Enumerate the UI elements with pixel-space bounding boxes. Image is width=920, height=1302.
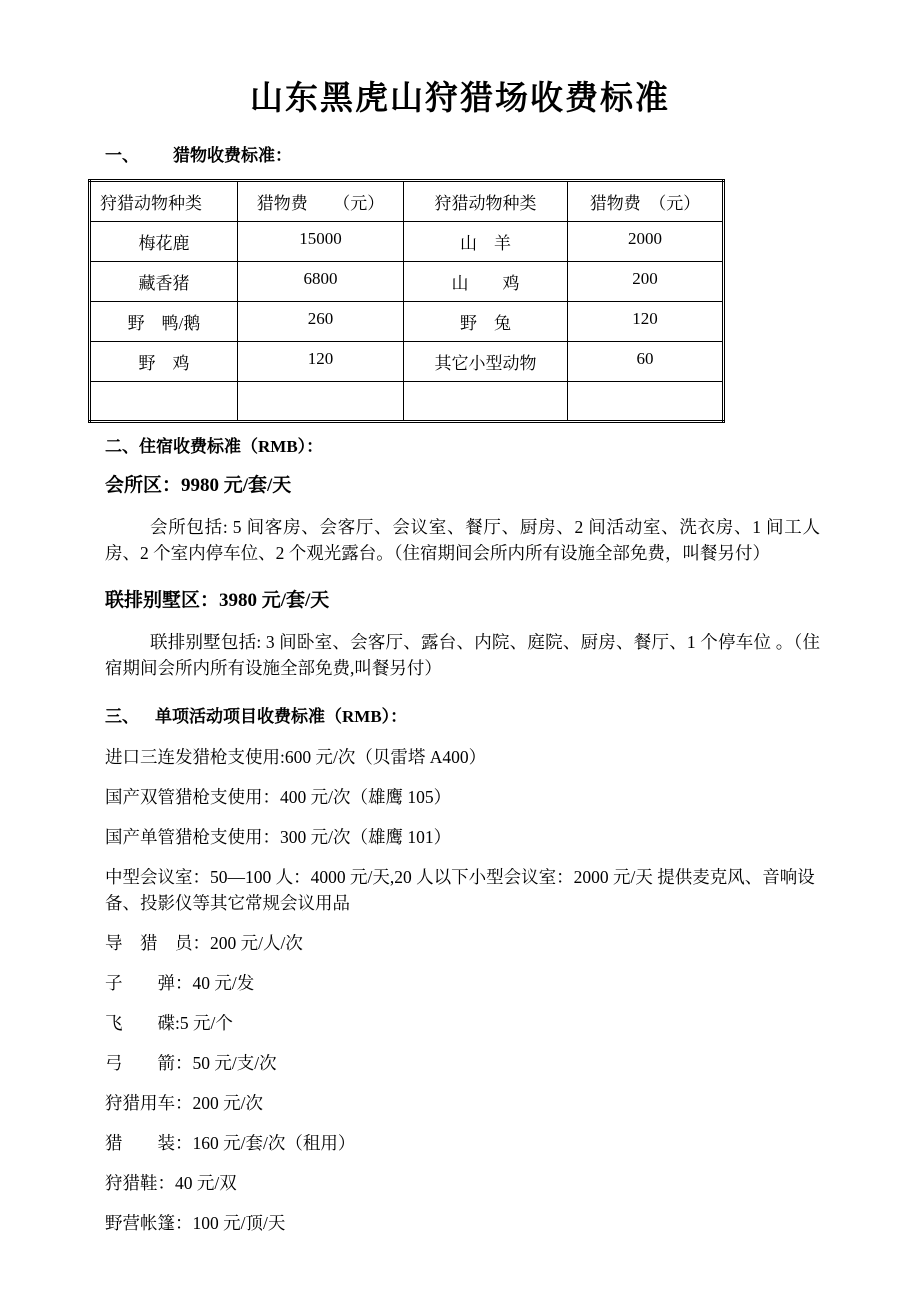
section3-heading <box>105 705 820 728</box>
table-cell: 60 <box>568 342 724 382</box>
table-cell: 6800 <box>238 262 404 302</box>
section2-heading: 二、住宿收费标准（RMB）： <box>105 437 324 456</box>
table-cell: 260 <box>238 302 404 342</box>
fee-item: 弓 箭：50 元/支/次 <box>105 1053 277 1073</box>
section1-number: 一、 <box>105 146 139 165</box>
table-row <box>90 262 724 302</box>
fee-item: 飞 碟:5 元/个 <box>105 1013 233 1033</box>
table-cell: 120 <box>238 342 404 382</box>
table-body <box>90 222 724 422</box>
fee-item: 中型会议室：50—100 人：4000 元/天,20 人以下小型会议室：2000 元/天 提供麦克风、音响设备、投影仪等其它常规会议用品 <box>105 867 815 913</box>
townhouse-description: 联排别墅包括: 3 间卧室、会客厅、露台、内院、庭院、厨房、餐厅、1 个停车位 。（住宿期间会所内所有设施全部免费,叫餐另付） <box>105 632 820 678</box>
fee-item: 导 猎 员：200 元/人/次 <box>105 933 303 953</box>
table-cell: 120 <box>568 302 724 342</box>
activity-fee-list <box>0 744 920 1236</box>
table-header-row <box>90 181 724 222</box>
table-cell: 野 鸡 <box>90 342 238 382</box>
column-header-game-fee-left: 猎物费 （元） <box>238 181 404 222</box>
fee-item: 狩猎用车：200 元/次 <box>105 1093 263 1113</box>
fee-item: 猎 装：160 元/套/次（租用） <box>105 1133 356 1153</box>
fee-item: 子 弹：40 元/发 <box>105 973 255 993</box>
table-row <box>90 382 724 422</box>
table-row <box>90 302 724 342</box>
table-cell <box>404 382 568 422</box>
section3-heading-text: 单项活动项目收费标准（RMB）： <box>155 707 408 726</box>
townhouse-price-line: 联排别墅区：3980 元/套/天 <box>105 590 330 611</box>
clubhouse-price-line: 会所区：9980 元/套/天 <box>105 475 292 496</box>
column-header-animal-type-right: 狩猎动物种类 <box>404 181 568 222</box>
table-row <box>90 342 724 382</box>
table-cell: 15000 <box>238 222 404 262</box>
fee-item: 野营帐篷：100 元/顶/天 <box>105 1213 286 1233</box>
column-header-game-fee-right: 猎物费 （元） <box>568 181 724 222</box>
section1-heading <box>105 144 820 167</box>
game-price-table <box>88 179 725 423</box>
table-cell: 200 <box>568 262 724 302</box>
fee-item: 进口三连发猎枪支使用:600 元/次（贝雷塔 A400） <box>105 747 487 767</box>
fee-item: 狩猎鞋：40 元/双 <box>105 1173 237 1193</box>
table-cell: 梅花鹿 <box>90 222 238 262</box>
table-cell: 山 鸡 <box>404 262 568 302</box>
table-cell <box>238 382 404 422</box>
table-cell: 野 鸭/鹅 <box>90 302 238 342</box>
fee-item: 国产双管猎枪支使用：400 元/次（雄鹰 105） <box>105 787 452 807</box>
document-title: 山东黑虎山狩猎场收费标准 <box>250 81 670 117</box>
table-cell <box>568 382 724 422</box>
table-cell: 山 羊 <box>404 222 568 262</box>
table-cell <box>90 382 238 422</box>
clubhouse-description: 会所包括: 5 间客房、会客厅、会议室、餐厅、厨房、2 间活动室、洗衣房、1 间工人房、2 个室内停车位、2 个观光露台。（住宿期间会所内所有设施全部免费，叫餐另付） <box>105 517 820 563</box>
table-row <box>90 222 724 262</box>
column-header-animal-type-left: 狩猎动物种类 <box>90 181 238 222</box>
table-cell: 野 兔 <box>404 302 568 342</box>
fee-item: 国产单管猎枪支使用：300 元/次（雄鹰 101） <box>105 827 452 847</box>
section3-number: 三、 <box>105 707 139 726</box>
table-cell: 2000 <box>568 222 724 262</box>
table-cell: 其它小型动物 <box>404 342 568 382</box>
table-cell: 藏香猪 <box>90 262 238 302</box>
section1-heading-text: 猎物收费标准： <box>173 146 292 165</box>
